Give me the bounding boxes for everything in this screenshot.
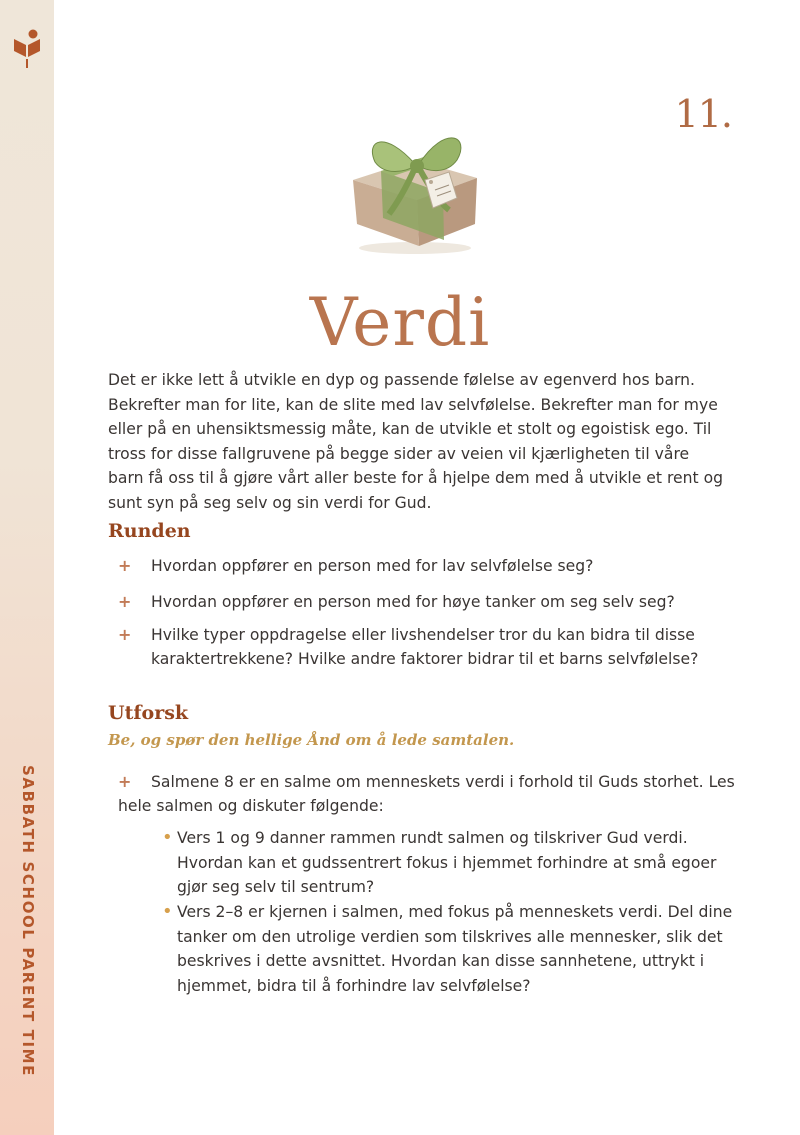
list-item — [162, 900, 742, 998]
utforsk-intro-text: Salmene 8 er en salme om menneskets verdi i forhold til Guds storhet. Les hele salmen og diskuter følgende: — [118, 773, 735, 815]
list-item — [162, 826, 742, 900]
section-heading-runden: Runden — [108, 520, 191, 542]
sidebar-vertical-title: SABBATH SCHOOL PARENT TIME — [19, 765, 37, 1077]
chapter-number: 11. — [674, 92, 732, 136]
gift-box-illustration — [345, 110, 485, 260]
list-item — [118, 554, 738, 578]
plus-icon: + — [118, 772, 132, 791]
page-title: Verdi — [309, 284, 491, 361]
bullet-text: Vers 1 og 9 danner rammen rundt salmen og tilskriver Gud verdi. Hvordan kan et gudssentrert fokus i hjemmet forhindre at små egoer gjør seg selv til sentrum? — [177, 829, 717, 896]
section-subtitle: Be, og spør den hellige Ånd om å lede samtalen. — [108, 731, 515, 749]
intro-paragraph: Det er ikke lett å utvikle en dyp og passende følelse av egenverd hos barn. Bekrefter man for lite, kan de slite med lav selvfølelse. Bekrefter man for mye eller på en uhensiktsmessig måte, kan de utvikle et stolt og egoistisk ego. Til tross for disse fallgruvene på begge sider av veien vil kjærligheten til våre barn få oss til å gjøre vårt aller beste for å hjelpe dem med å utvikle et rent og sunt syn på seg selv og sin verdi for Gud. — [108, 371, 724, 512]
bullet-dot-icon: • — [162, 901, 173, 922]
list-item — [118, 770, 738, 818]
plus-icon: + — [118, 592, 132, 611]
plus-icon: + — [118, 556, 132, 575]
question-text: Hvordan oppfører en person med for lav selvfølelse seg? — [151, 557, 594, 575]
list-item — [118, 590, 738, 614]
list-item — [118, 623, 738, 671]
bullet-dot-icon: • — [162, 827, 173, 848]
section-heading-utforsk: Utforsk — [108, 702, 189, 724]
bullet-text: Vers 2–8 er kjernen i salmen, med fokus på menneskets verdi. Del dine tanker om den utrolige verdien som tilskrives alle mennesker, slik det beskrives i dette avsnittet. Hvordan kan disse sannhetene, uttrykt i hjemmet, bidra til å forhindre lav selvfølelse? — [177, 903, 733, 995]
question-text: Hvilke typer oppdragelse eller livshendelser tror du kan bidra til disse karaktertrekkene? Hvilke andre faktorer bidrar til et barns selvfølelse? — [151, 626, 699, 668]
sidebar-strip — [0, 0, 54, 1135]
question-text: Hvordan oppfører en person med for høye tanker om seg selv seg? — [151, 593, 675, 611]
leaf-logo-icon — [12, 28, 42, 70]
plus-icon: + — [118, 625, 132, 644]
